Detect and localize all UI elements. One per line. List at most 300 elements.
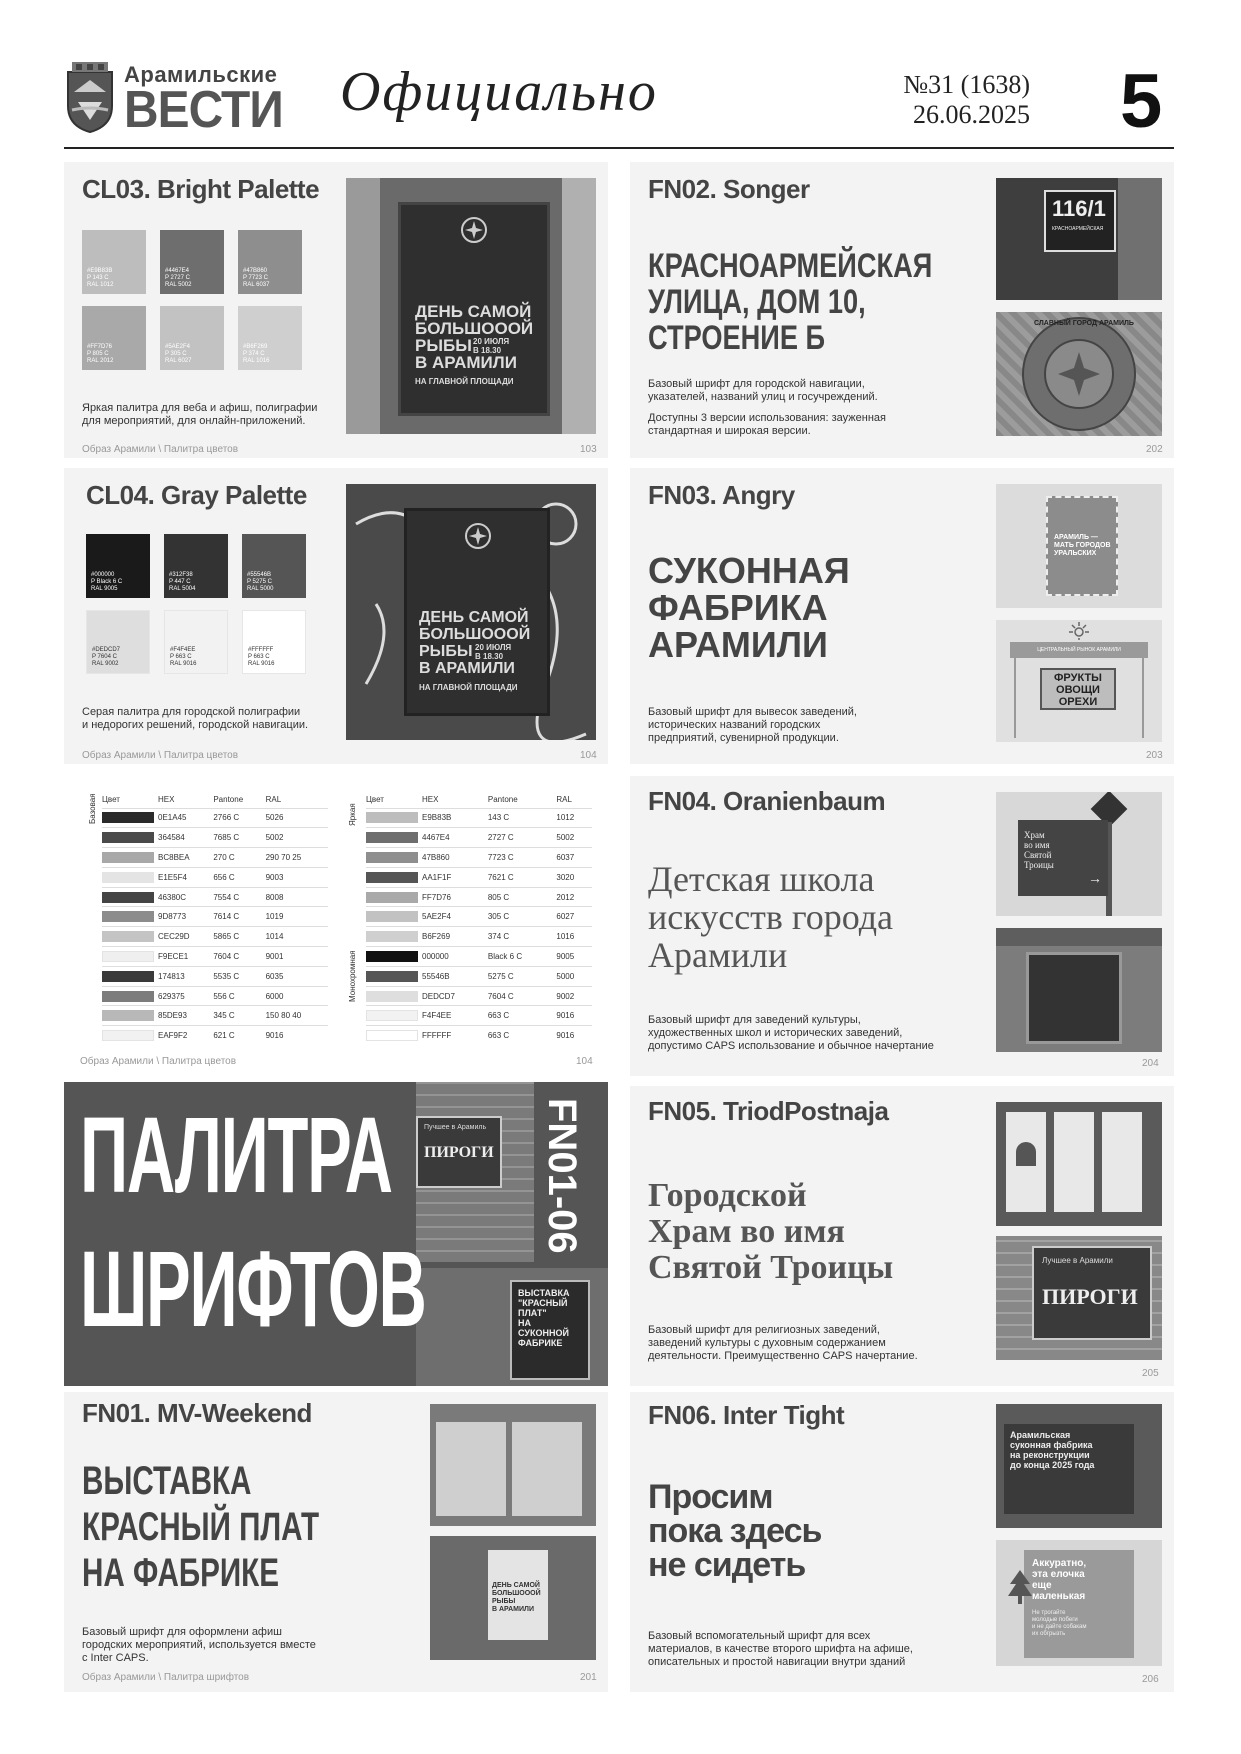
panel-footer: Образ Арамили \ Палитра цветов (80, 1056, 237, 1067)
poster-date: 20 ИЮЛЯ В 18.30 (473, 337, 510, 355)
color-cell (102, 927, 158, 947)
color-cell (366, 927, 422, 947)
table-header: HEX (158, 795, 175, 805)
star-emblem-icon (459, 215, 489, 245)
pirogi-sign (416, 1116, 502, 1188)
font-sample: Просим пока здесь не сидеть (648, 1478, 822, 1584)
table-header: RAL (556, 795, 572, 805)
panel-page: 204 (1142, 1058, 1159, 1069)
color-swatch (160, 230, 224, 294)
photo-exhibition-boards (430, 1404, 596, 1526)
panel-title: FN05. TriodPostnaja (648, 1096, 889, 1126)
color-swatch (164, 534, 228, 598)
window-frame (562, 178, 596, 434)
coin-text: СЛАВНЫЙ ГОРОД АРАМИЛЬ (1034, 320, 1134, 327)
table-cell: 805 C (488, 887, 557, 907)
table-row (102, 1006, 328, 1026)
swatch-code: #E9B83B P 143 C RAL 1012 (87, 268, 114, 288)
table-cell: 1016 (556, 927, 592, 947)
table-row (366, 808, 592, 828)
banner-photo-brick (416, 1082, 534, 1262)
panel-page: 104 (580, 750, 597, 761)
stamp-card (1046, 496, 1118, 596)
color-chip (366, 971, 418, 982)
table-cell: 3020 (556, 867, 592, 887)
table-row (102, 947, 328, 967)
font-sample: СУКОННАЯ ФАБРИКА АРАМИЛИ (648, 550, 850, 665)
panel-title: FN03. Angry (648, 480, 795, 510)
color-cell (102, 966, 158, 986)
table-cell: Black 6 C (488, 947, 557, 967)
photo-coin-mosaic (996, 312, 1162, 436)
table-cell: 5AE2F4 (422, 907, 488, 927)
panel-page: 201 (580, 1672, 597, 1683)
color-chip (102, 852, 154, 863)
house-number-sign (1044, 190, 1116, 252)
city-emblem-icon (64, 62, 116, 134)
panel-page: 205 (1142, 1368, 1159, 1379)
group-label-base: Базовая (88, 793, 97, 824)
table-cell: 656 C (213, 867, 265, 887)
sign-top-text: Пучшее в Арамиль (424, 1124, 487, 1131)
table-cell: 55546B (422, 966, 488, 986)
panel-description: Базовый вспомогательный шрифт для всех материалов, в качестве второго шрифта на афише, описательных и простой навигации внутри зданий (648, 1630, 913, 1668)
fence-banner-text: Арамильская суконная фабрика на реконструкции до конца 2025 года (1010, 1430, 1095, 1470)
table-row (366, 947, 592, 967)
table-row (366, 1026, 592, 1046)
table-cell: 2766 C (213, 808, 265, 828)
color-chip (366, 951, 418, 962)
photo-church-stands (996, 1102, 1162, 1226)
swatch-code: #FFFFFF P 663 C RAL 9016 (248, 647, 275, 667)
table-cell: E1E5F4 (158, 867, 213, 887)
coin-medallion-icon (1014, 312, 1144, 436)
color-chip (102, 892, 154, 903)
swatch-code: #000000 P Black 6 C RAL 9005 (91, 572, 123, 592)
table-row (102, 808, 328, 828)
table-row (366, 907, 592, 927)
panel-description: Базовый шрифт для городской навигации, указателей, названий улиц и госучреждений. (648, 378, 878, 403)
swatch-code: #55546B P 5275 C RAL 5000 (247, 572, 274, 592)
table-cell: 7614 C (213, 907, 265, 927)
tree-sign (1024, 1550, 1134, 1658)
color-chip (102, 991, 154, 1002)
table-row (366, 966, 592, 986)
brick-column (1118, 178, 1162, 300)
color-chip (102, 971, 154, 982)
street-name: КРАСНОАРМЕЙСКАЯ (1052, 226, 1104, 232)
panel-fn01 (64, 1392, 608, 1692)
color-chip (102, 1010, 154, 1021)
color-cell (366, 907, 422, 927)
panel-description: Базовый шрифт для религиозных заведений, заведений культуры с духовным содержанием деятельности. Преимущественно CAPS начертание. (648, 1324, 918, 1362)
logo-small-text: Арамильские (124, 62, 278, 87)
table-header: Цвет (102, 795, 120, 805)
board-1 (436, 1422, 506, 1516)
table-cell: 85DE93 (158, 1006, 213, 1026)
table-cell: 7604 C (488, 986, 557, 1006)
swatch-code: #47B860 P 7723 C RAL 6037 (243, 268, 270, 288)
color-chip (366, 1030, 418, 1041)
table-cell: E9B83B (422, 808, 488, 828)
table-cell: EAF9F2 (158, 1026, 213, 1046)
color-cell (366, 887, 422, 907)
photo-school-billboard (996, 928, 1162, 1052)
color-chip (366, 852, 418, 863)
color-swatch (238, 230, 302, 294)
color-swatch (82, 230, 146, 294)
panel-title: FN04. Oranienbaum (648, 786, 886, 816)
table-cell: CEC29D (158, 927, 213, 947)
poster-date: 20 ИЮЛЯ В 18.30 (475, 643, 512, 661)
photo-direction-sign (996, 792, 1162, 916)
color-cell (366, 848, 422, 868)
street-poster-text: ДЕНЬ САМОЙ БОЛЬШОООЙ РЫБЫ В АРАМИЛИ (492, 1582, 541, 1613)
photo-tree-sign (996, 1540, 1162, 1666)
tree-sign-text: Аккуратно, эта елочка еще маленькая (1032, 1558, 1087, 1602)
color-chip (366, 911, 418, 922)
table-cell: 9003 (266, 867, 328, 887)
banner-vertical-label: FN01-06 (540, 1098, 584, 1254)
table-row (366, 867, 592, 887)
table-cell: 7604 C (213, 947, 265, 967)
font-sample: Городской Храм во имя Святой Троицы (648, 1177, 894, 1286)
panel-description: Базовый шрифт для вывесок заведений, исторических названий городских предприятий, сувенирной продукции. (648, 706, 857, 744)
color-cell (366, 1026, 422, 1046)
color-cell (102, 1006, 158, 1026)
table-cell: 150 80 40 (266, 1006, 328, 1026)
table-cell: 5002 (556, 828, 592, 848)
table-cell: 663 C (488, 1006, 557, 1026)
table-cell: 5002 (266, 828, 328, 848)
street-poster (488, 1550, 548, 1640)
table-cell: 2012 (556, 887, 592, 907)
table-cell: 1014 (266, 927, 328, 947)
swatch-code: #312F38 P 447 C RAL 5004 (169, 572, 196, 592)
poster-place: НА ГЛАВНОЙ ПЛОЩАДИ (415, 377, 514, 386)
color-cell (102, 947, 158, 967)
table-cell: 9016 (556, 1026, 592, 1046)
table-cell: 9002 (556, 986, 592, 1006)
table-cell: 629375 (158, 986, 213, 1006)
color-cell (366, 966, 422, 986)
table-cell: 290 70 25 (266, 848, 328, 868)
tent-canopy: ЦЕНТРАЛЬНЫЙ РЫНОК АРАМИЛИ (1010, 642, 1148, 658)
color-swatch (164, 610, 228, 674)
table-cell: 5535 C (213, 966, 265, 986)
table-cell: 4467E4 (422, 828, 488, 848)
color-swatch (86, 610, 150, 674)
board-main-text: ПИРОГИ (1042, 1284, 1138, 1309)
fence-banner (1004, 1424, 1134, 1514)
table-cell: 6000 (266, 986, 328, 1006)
stand-3 (1102, 1112, 1142, 1212)
panel-cl04 (64, 468, 608, 764)
sign-main-text: ПИРОГИ (424, 1144, 494, 1161)
photo-market-tent (996, 620, 1162, 742)
color-cell (102, 808, 158, 828)
color-swatch (86, 534, 150, 598)
table-cell: 5000 (556, 966, 592, 986)
swatch-code: #F4F4EE P 663 C RAL 9016 (170, 647, 197, 667)
panel-title: FN06. Inter Tight (648, 1400, 845, 1430)
direction-board-text: Храм во имя Святой Троицы (1024, 830, 1054, 870)
panel-fn02 (630, 162, 1174, 458)
table-row (102, 986, 328, 1006)
table-cell: 9005 (556, 947, 592, 967)
swatch-code: #B6F269 P 374 C RAL 1016 (243, 344, 270, 364)
billboard-frame (1026, 952, 1122, 1044)
house-number: 116/1 (1052, 196, 1106, 221)
table-cell: 143 C (488, 808, 557, 828)
table-header: Цвет (366, 795, 384, 805)
panel-description: Серая палитра для городской полиграфии и недорогих решений, городской навигации. (82, 706, 309, 731)
issue-date: 26.06.2025 (913, 100, 1030, 129)
table-cell: BC8BEA (158, 848, 213, 868)
color-swatch (160, 306, 224, 370)
table-cell: 9D8773 (158, 907, 213, 927)
panel-title: CL04. Gray Palette (86, 480, 307, 510)
banner-headline: ПАЛИТРА ШРИФТОВ (80, 1094, 426, 1349)
photo-street-poster (430, 1536, 596, 1660)
panel-description-2: Доступны 3 версии использования: зауженная стандартная и широкая версии. (648, 412, 886, 437)
panel-cl03 (64, 162, 608, 458)
color-cell (366, 867, 422, 887)
table-row (366, 986, 592, 1006)
color-swatch (242, 610, 306, 674)
table-cell: 8008 (266, 887, 328, 907)
panel-page: 203 (1146, 750, 1163, 761)
color-chip (102, 872, 154, 883)
color-chip (102, 911, 154, 922)
color-chip (102, 812, 154, 823)
panel-fn05 (630, 1086, 1174, 1386)
color-cell (102, 828, 158, 848)
table-header: HEX (422, 795, 439, 805)
table-row (102, 966, 328, 986)
table-cell: 46380C (158, 887, 213, 907)
color-chip (102, 1030, 154, 1041)
sun-emblem-icon (1068, 622, 1090, 640)
table-cell: 270 C (213, 848, 265, 868)
table-cell: 1012 (556, 808, 592, 828)
building-wall (346, 178, 380, 434)
panel-fn03 (630, 468, 1174, 764)
poster-photo (346, 484, 596, 740)
table-cell: FF7D76 (422, 887, 488, 907)
panel-title: FN02. Songer (648, 174, 810, 204)
board-top-text: Лучшее в Арамили (1042, 1256, 1113, 1265)
font-sample: Детская школа искусств города Арамили (648, 859, 894, 975)
table-cell: DEDCD7 (422, 986, 488, 1006)
table-cell: 6035 (266, 966, 328, 986)
table-cell: B6F269 (422, 927, 488, 947)
table-cell: 7685 C (213, 828, 265, 848)
table-cell: 1019 (266, 907, 328, 927)
panel-footer: Образ Арамили \ Палитра цветов (82, 750, 239, 761)
table-cell: 5026 (266, 808, 328, 828)
table-row (102, 887, 328, 907)
color-cell (366, 808, 422, 828)
color-cell (366, 947, 422, 967)
panel-page: 104 (576, 1056, 593, 1067)
table-cell: 7621 C (488, 867, 557, 887)
header-rule (64, 147, 1174, 149)
poster-headline: ДЕНЬ САМОЙ БОЛЬШОООЙ РЫБЫ В АРАМИЛИ (415, 302, 534, 372)
table-cell: 345 C (213, 1006, 265, 1026)
table-row (102, 828, 328, 848)
font-palette-banner (64, 1082, 608, 1386)
table-cell: 6037 (556, 848, 592, 868)
photo-pirogi-sign (996, 1236, 1162, 1360)
panel-footer: Образ Арамили \ Палитра шрифтов (82, 1672, 250, 1683)
poster-photo (346, 178, 596, 434)
color-chip (366, 832, 418, 843)
table-cell: 305 C (488, 907, 557, 927)
panel-footer: Образ Арамили \ Палитра цветов (82, 444, 239, 455)
table-cell: 7723 C (488, 848, 557, 868)
panel-page: 206 (1142, 1674, 1159, 1685)
table-header: Pantone (213, 795, 244, 805)
color-table-left (102, 792, 328, 1046)
table-cell: 556 C (213, 986, 265, 1006)
exhibition-poster-text: ВЫСТАВКА "КРАСНЫЙ ПЛАТ" НА СУКОННОЙ ФАБРИКЕ (518, 1288, 570, 1348)
group-label-bright: Яркая (348, 803, 357, 826)
direction-board (1018, 820, 1108, 896)
color-swatch (82, 306, 146, 370)
table-cell: 6027 (556, 907, 592, 927)
swatch-code: #FF7D76 P 805 C RAL 2012 (87, 344, 114, 364)
color-cell (366, 828, 422, 848)
table-cell: 374 C (488, 927, 557, 947)
table-cell: 621 C (213, 1026, 265, 1046)
tent-sign: ФРУКТЫ ОВОЩИ ОРЕХИ (1040, 668, 1116, 710)
swatch-code: #5AE2F4 P 305 C RAL 6027 (165, 344, 192, 364)
photo-fence-banner (996, 1404, 1162, 1528)
swatch-code: #4467E4 P 2727 C RAL 5002 (165, 268, 192, 288)
color-cell (102, 848, 158, 868)
color-cell (102, 867, 158, 887)
panel-description: Базовый шрифт для оформлени афиш городских мероприятий, используется вместе с Inter CAPS. (82, 1626, 316, 1664)
issue-info (870, 70, 1030, 130)
table-row (366, 887, 592, 907)
color-cell (366, 986, 422, 1006)
swatch-code: #DEDCD7 P 7604 C RAL 9002 (92, 647, 121, 667)
tent-pole-left (1014, 658, 1016, 738)
table-cell: 47B860 (422, 848, 488, 868)
table-cell: F4F4EE (422, 1006, 488, 1026)
color-chip (366, 1010, 418, 1021)
panel-title: CL03. Bright Palette (82, 174, 320, 204)
stamp-text: АРАМИЛЬ — МАТЬ ГОРОДОВ УРАЛЬСКИХ (1054, 534, 1111, 557)
color-cell (102, 907, 158, 927)
panel-fn06 (630, 1392, 1174, 1692)
table-row (366, 927, 592, 947)
page-number: 5 (1120, 59, 1163, 144)
font-sample: КРАСНОАРМЕЙСКАЯ УЛИЦА, ДОМ 10, СТРОЕНИЕ Б (648, 247, 933, 357)
table-cell: AA1F1F (422, 867, 488, 887)
table-cell: F9ECE1 (158, 947, 213, 967)
table-row (102, 848, 328, 868)
section-title: Официально (340, 61, 658, 123)
photo-house-sign (996, 178, 1162, 300)
table-cell: 364584 (158, 828, 213, 848)
poster-place: НА ГЛАВНОЙ ПЛОЩАДИ (419, 683, 518, 692)
photo-souvenir-stamp (996, 484, 1162, 608)
table-row (366, 1006, 592, 1026)
newspaper-logo (64, 60, 290, 140)
table-cell: 9016 (266, 1026, 328, 1046)
panel-color-table (64, 776, 608, 1076)
table-cell: 0E1A45 (158, 808, 213, 828)
pirogi-board (1032, 1246, 1152, 1340)
table-row (102, 927, 328, 947)
table-cell: 7554 C (213, 887, 265, 907)
board-2 (512, 1422, 582, 1516)
panel-page: 202 (1146, 444, 1163, 455)
panel-fn04 (630, 776, 1174, 1076)
color-chip (102, 951, 154, 962)
color-chip (366, 991, 418, 1002)
color-cell (102, 986, 158, 1006)
fir-tree-icon (1008, 1570, 1032, 1606)
table-row (102, 907, 328, 927)
table-header: Pantone (487, 795, 518, 805)
color-chip (102, 931, 154, 942)
color-cell (102, 1026, 158, 1046)
color-chip (366, 892, 418, 903)
panel-description: Базовый шрифт для заведений культуры, художественных школ и исторических заведений, допустимо CAPS использование и обычное начертание (648, 1014, 934, 1052)
logo-big-text: ВЕСТИ (124, 81, 283, 139)
poster-headline: ДЕНЬ САМОЙ БОЛЬШОООЙ РЫБЫ В АРАМИЛИ (419, 609, 531, 677)
table-cell: 000000 (422, 947, 488, 967)
panel-description: Яркая палитра для веба и афиш, полиграфии для мероприятий, для онлайн-приложений. (82, 402, 318, 427)
table-cell: 174813 (158, 966, 213, 986)
table-cell: 9001 (266, 947, 328, 967)
table-cell: FFFFFF (422, 1026, 488, 1046)
table-header: RAL (265, 795, 282, 805)
table-cell: 5275 C (488, 966, 557, 986)
table-cell: 9016 (556, 1006, 592, 1026)
color-table-right (366, 792, 592, 1046)
color-chip (366, 872, 418, 883)
fish-poster (398, 202, 550, 416)
color-cell (366, 1006, 422, 1026)
table-row (102, 1026, 328, 1046)
panel-title: FN01. MV-Weekend (82, 1398, 312, 1428)
building-cornice (996, 928, 1162, 946)
table-cell: 663 C (488, 1026, 557, 1046)
table-row (102, 867, 328, 887)
color-chip (366, 812, 418, 823)
font-sample: ВЫСТАВКА КРАСНЫЙ ПЛАТ НА ФАБРИКЕ (82, 1459, 320, 1595)
color-swatch (238, 306, 302, 370)
color-cell (102, 887, 158, 907)
stand-2 (1054, 1112, 1094, 1212)
church-icon (1016, 1142, 1036, 1166)
arrow-right-icon: → (1088, 870, 1102, 886)
fish-poster (404, 508, 550, 716)
table-row (366, 848, 592, 868)
tree-sign-subtext: Не трогайте молодые побеги и не дайте собакам их обгрызть (1032, 1610, 1087, 1637)
color-chip (102, 832, 154, 843)
star-emblem-icon (463, 521, 493, 551)
tent-pole-right (1142, 658, 1144, 738)
banner-photo-poster (416, 1268, 608, 1386)
table-cell: 5865 C (213, 927, 265, 947)
group-label-mono: Монохромная (348, 950, 357, 1002)
color-chip (366, 931, 418, 942)
